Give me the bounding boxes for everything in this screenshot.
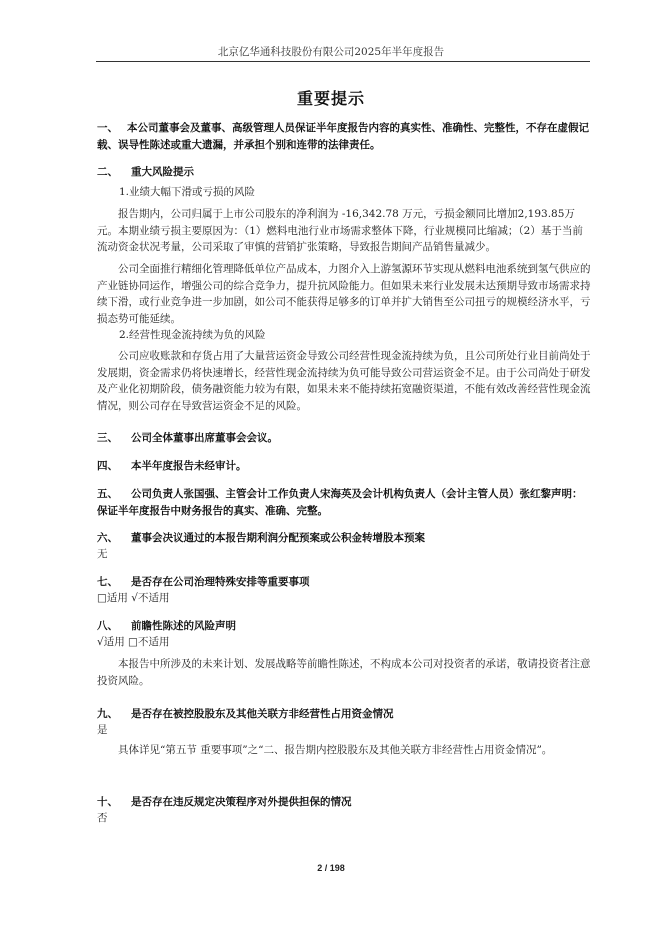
section-7-heading [97, 574, 591, 591]
page-title: 重要提示 [296, 89, 365, 108]
section-1-number: 一、 [97, 122, 118, 134]
section-10-answer: 否 [97, 812, 108, 824]
section-6-heading [97, 530, 591, 547]
section-1-text: 本公司董事会及董事、高级管理人员保证半年度报告内容的真实性、准确性、完整性，不存在虚假记载、误导性陈述或重大遗漏，并承担个别和连带的法律责任。 [97, 122, 589, 151]
section-6-number: 六、 [97, 532, 118, 544]
section-8-number: 八、 [97, 620, 118, 632]
section-8-heading [97, 618, 591, 635]
section-2-title: 重大风险提示 [131, 166, 194, 178]
section-9-title: 是否存在被控股股东及其他关联方非经营性占用资金情况 [131, 708, 394, 720]
section-8-text: 本报告中所涉及的未来计划、发展战略等前瞻性陈述，不构成本公司对投资者的承诺，敬请投资者注意投资风险。 [97, 658, 591, 687]
section-4-text: 本半年度报告未经审计。 [131, 460, 247, 472]
section-7-checkbox: □适用 √不适用 [97, 592, 170, 604]
section-4 [97, 458, 591, 475]
section-9-number: 九、 [97, 708, 118, 720]
section-4-number: 四、 [97, 460, 118, 472]
section-10-number: 十、 [97, 796, 118, 808]
section-10-title: 是否存在违反规定决策程序对外提供担保的情况 [131, 796, 352, 808]
section-9-heading [97, 706, 591, 723]
risk-1-paragraph-2: 公司全面推行精细化管理降低单位产品成本，力图介入上游氢源环节实现从燃料电池系统到氢气供应的产业链协同运作，增强公司的综合竞争力，提升抗风险能力。但如果未来行业发展未达预期导致市场需求持续下滑，或行业竞争进一步加剧，如公司不能获得足够多的订单并扩大销售至公司扭亏的规模经济水平，亏损态势可能延续。 [97, 263, 591, 325]
section-2-number: 二、 [97, 166, 118, 178]
section-5 [97, 486, 591, 519]
page-header: 北京亿华通科技股份有限公司2025年半年度报告 [217, 46, 445, 58]
section-5-number: 五、 [97, 488, 118, 500]
risk-2-paragraph: 公司应收账款和存货占用了大量营运资金导致公司经营性现金流持续为负，且公司所处行业目前尚处于发展期，资金需求仍将快速增长，经营性现金流持续为负可能导致公司营运资金不足。由于公司尚处于研发及产业化初期阶段，债务融资能力较为有限，如果未来不能持续拓宽融资渠道，不能有效改善经营性现金流情况，则公司存在导致营运资金不足的风险。 [97, 350, 591, 412]
section-8-title: 前瞻性陈述的风险声明 [131, 620, 236, 632]
risk-1-paragraph-1: 报告期内，公司归属于上市公司股东的净利润为 -16,342.78 万元，亏损金额同比增加2,193.85万元。本期业绩亏损主要原因为：（1）燃料电池行业市场需求整体下降，行业规模同比缩减；（2）基于当前流动资金状况考量，公司采取了审慎的营销扩张策略，导致报告期间产品销售量减少。 [97, 208, 583, 254]
section-9-text: 具体详见“第五节 重要事项”之“二、报告期内控股股东及其他关联方非经营性占用资金情况”。 [118, 744, 553, 756]
section-2-heading [97, 164, 591, 181]
page-number: 2 / 198 [317, 863, 345, 873]
section-3-text: 公司全体董事出席董事会会议。 [131, 432, 278, 444]
section-7-title: 是否存在公司治理特殊安排等重要事项 [131, 576, 310, 588]
section-3-number: 三、 [97, 432, 118, 444]
risk-2-title: 2.经营性现金流持续为负的风险 [119, 329, 266, 341]
header-divider [96, 61, 590, 62]
section-5-text: 公司负责人张国强、主管会计工作负责人宋海英及会计机构负责人（会计主管人员）张红黎声明：保证半年度报告中财务报告的真实、准确、完整。 [97, 488, 583, 517]
section-6-title: 董事会决议通过的本报告期利润分配预案或公积金转增股本预案 [131, 532, 425, 544]
section-1 [97, 120, 591, 153]
section-7-number: 七、 [97, 576, 118, 588]
section-9-answer: 是 [97, 724, 108, 736]
section-6-answer: 无 [97, 548, 108, 560]
section-8-checkbox: √适用 □不适用 [97, 636, 170, 648]
section-10-heading [97, 794, 591, 811]
risk-1-title: 1.业绩大幅下滑或亏损的风险 [119, 186, 256, 198]
section-3 [97, 430, 591, 447]
